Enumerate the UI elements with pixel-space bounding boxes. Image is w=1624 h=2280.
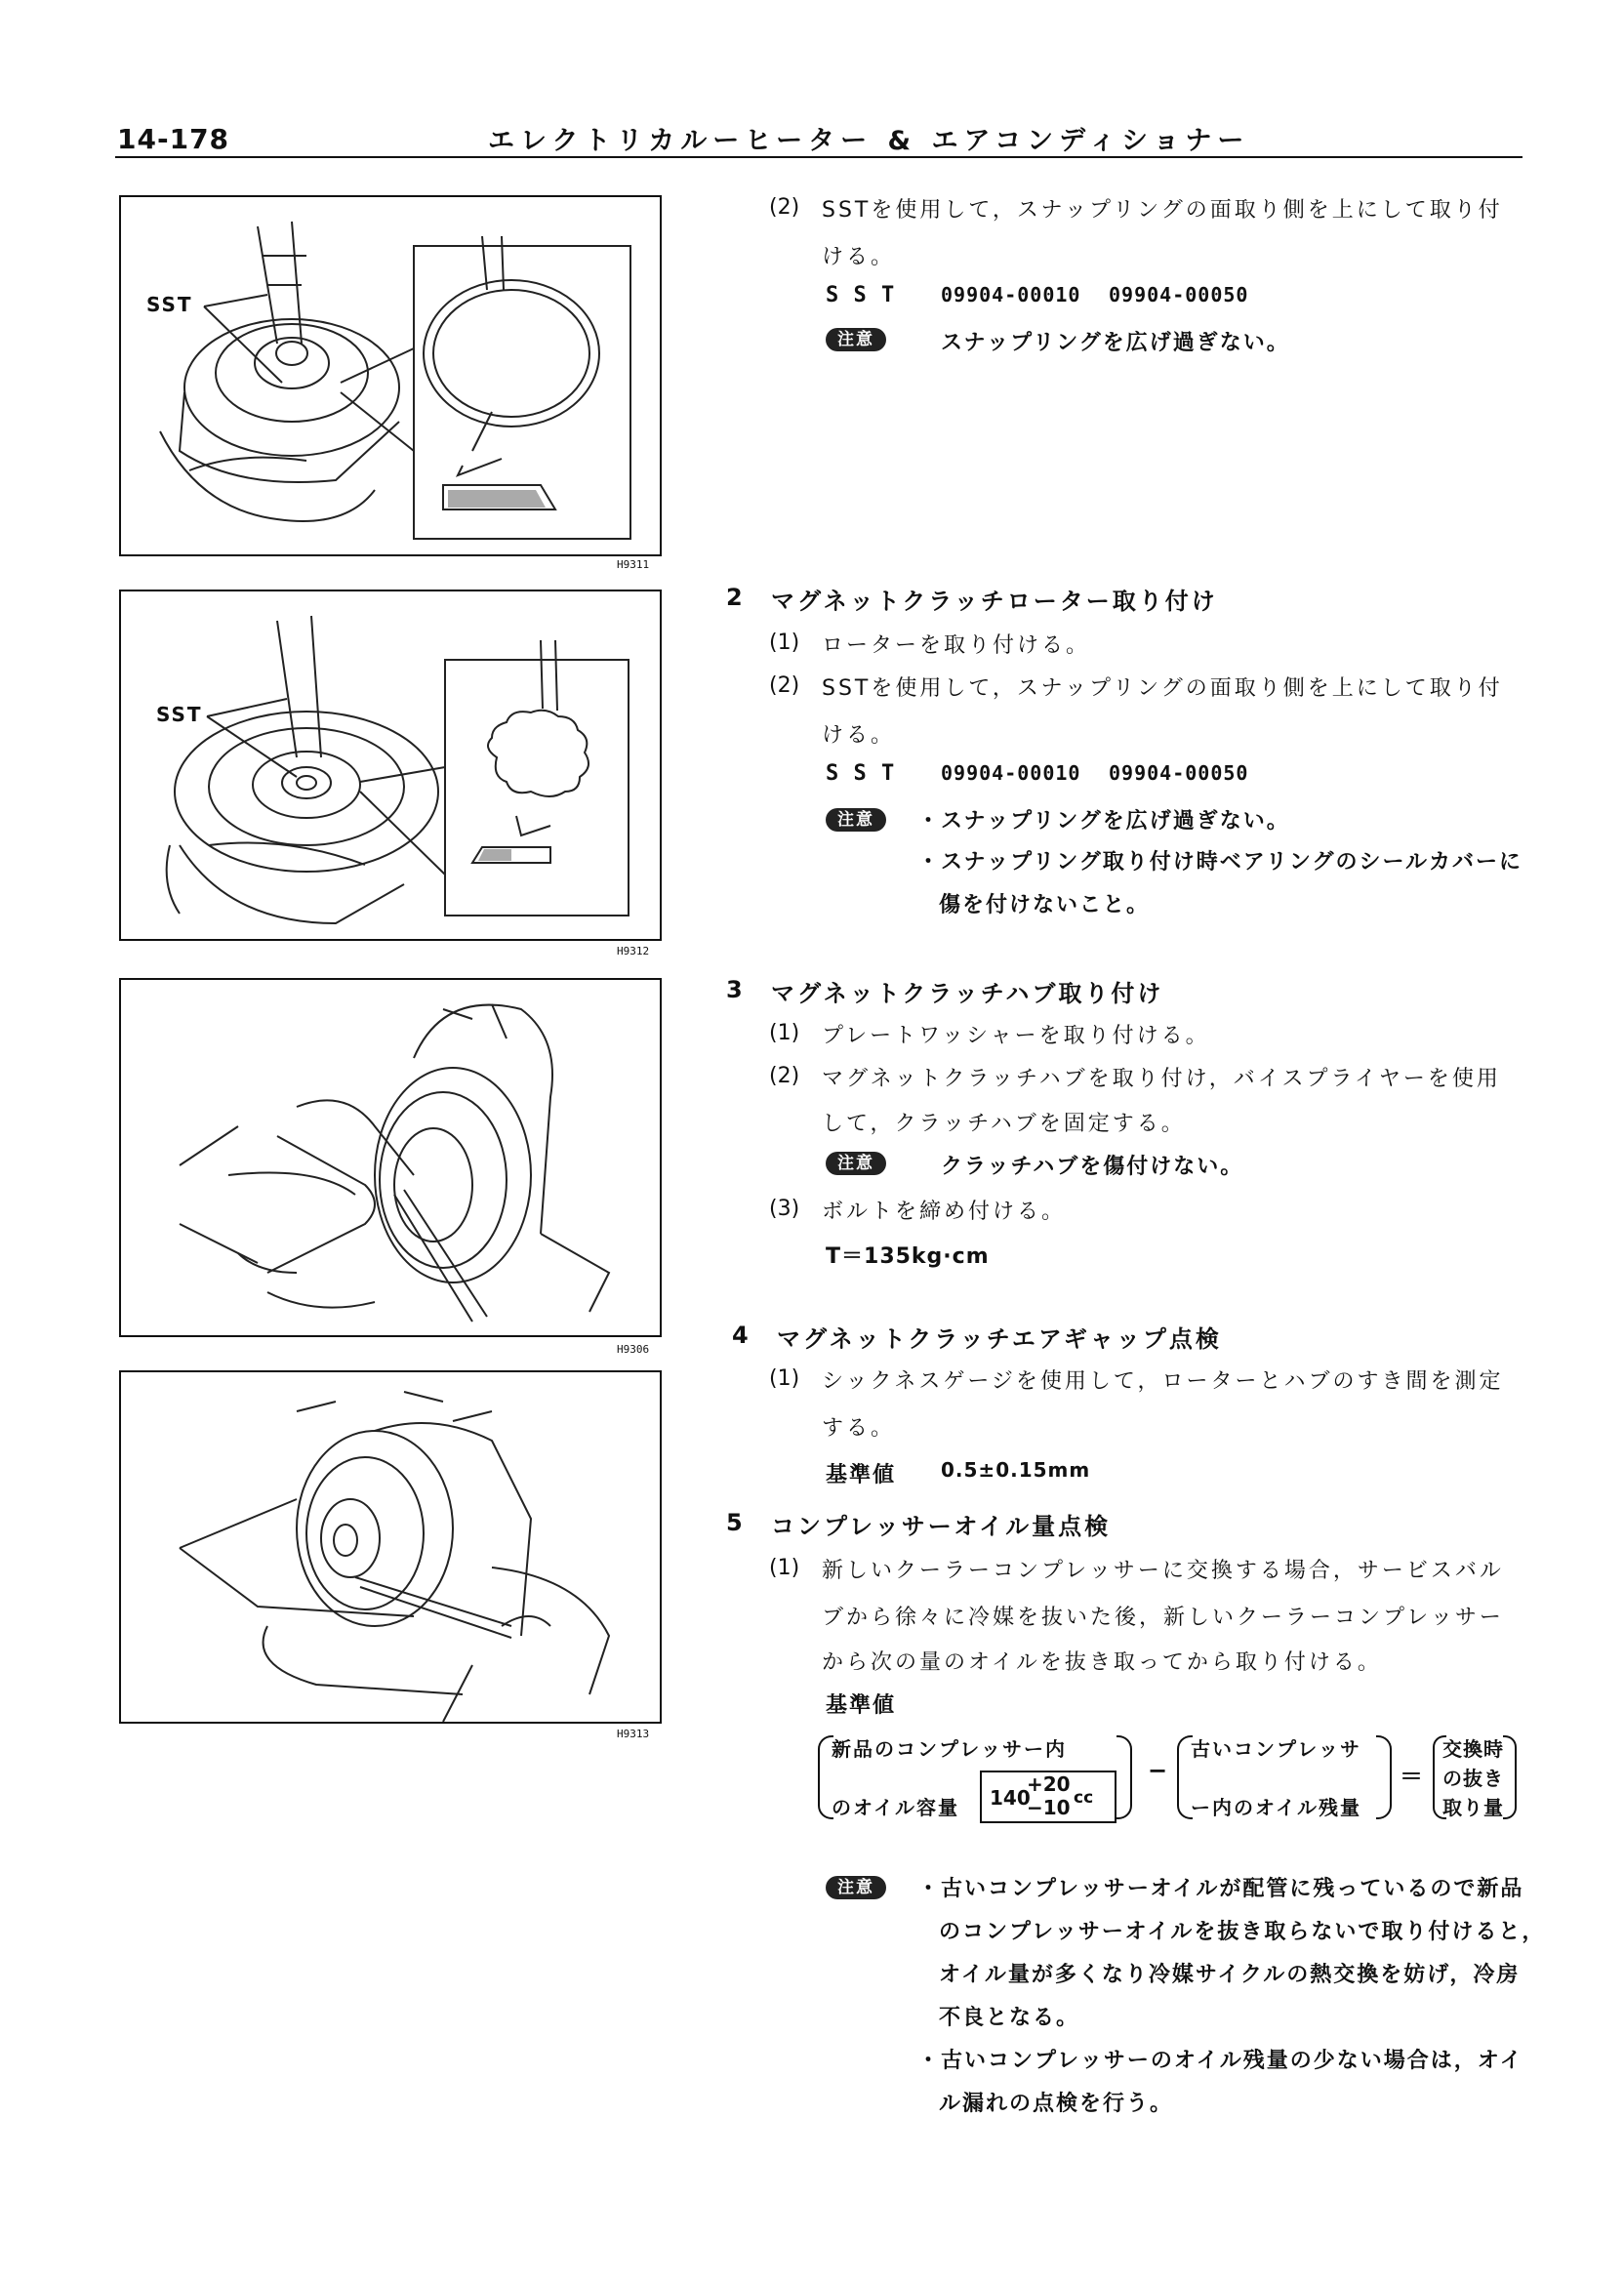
- standard-label: 基準値: [826, 1463, 897, 1487]
- capacity-tolerance-plus: +20: [1027, 1772, 1071, 1796]
- caution-text: のコンプレッサーオイルを抜き取らないで取り付けると，: [939, 1920, 1546, 1944]
- figure-code: H9306: [617, 1343, 650, 1356]
- section-title: マグネットクラッチローター取り付け: [771, 588, 1218, 615]
- step-number: (2): [769, 195, 800, 220]
- step-number: (2): [769, 673, 800, 698]
- figure-label-sst: SST: [156, 703, 203, 726]
- sst-number: 09904-00010: [941, 761, 1081, 785]
- caution-text: クラッチハブを傷付けない。: [941, 1155, 1244, 1179]
- step-number: (3): [769, 1197, 800, 1221]
- caution-badge: 注意: [826, 328, 886, 351]
- formula-minus: −: [1148, 1757, 1170, 1784]
- caution-text: 不良となる。: [939, 2006, 1080, 2030]
- figure-air-gap-check: [119, 1370, 662, 1724]
- formula-c-line1: 交換時: [1442, 1737, 1504, 1761]
- caution-text: ル漏れの点検を行う。: [939, 2092, 1174, 2116]
- capacity-value: 140: [990, 1786, 1031, 1810]
- step-text: 新しいクーラーコンプレッサーに交換する場合，サービスバル: [822, 1559, 1504, 1583]
- step-text: ローターを取り付ける。: [822, 633, 1091, 658]
- brace-right-b: [1376, 1735, 1392, 1819]
- caution-text: 傷を付けないこと。: [939, 893, 1151, 917]
- figure-code: H9313: [617, 1728, 650, 1740]
- caution-text: ・スナップリングを広げ過ぎない。: [917, 809, 1290, 834]
- step-text: シックネスゲージを使用して，ローターとハブのすき間を測定: [822, 1369, 1504, 1394]
- step-text: プレートワッシャーを取り付ける。: [822, 1024, 1210, 1048]
- figure-rotor-install: [119, 590, 662, 941]
- thickness-gauge-illustration: [121, 1372, 660, 1722]
- step-text: SSTを使用して，スナップリングの面取り側を上にして取り付: [822, 198, 1503, 223]
- standard-label: 基準値: [826, 1693, 897, 1718]
- figure-label-sst: SST: [146, 293, 193, 316]
- caution-text: ・古いコンプレッサーオイルが配管に残っているので新品: [917, 1877, 1524, 1901]
- formula-equals: ＝: [1400, 1763, 1425, 1790]
- step-text: SSTを使用して，スナップリングの面取り側を上にして取り付: [822, 676, 1503, 701]
- rotor-snap-ring-illustration: [121, 591, 660, 939]
- figure-snap-ring-install: [119, 195, 662, 556]
- caution-text: スナップリングを広げ過ぎない。: [941, 331, 1290, 355]
- caution-text: ・古いコンプレッサーのオイル残量の少ない場合は，オイ: [917, 2049, 1523, 2073]
- section-number: 5: [726, 1509, 746, 1536]
- brace-right-c: [1503, 1735, 1517, 1819]
- step-text: から次の量のオイルを抜き取ってから取り付ける。: [822, 1650, 1382, 1675]
- formula-a-line2: のオイル容量: [832, 1796, 959, 1819]
- step-text: する。: [822, 1416, 896, 1441]
- formula-c-line3: 取り量: [1442, 1796, 1504, 1819]
- capacity-unit: cc: [1074, 1788, 1094, 1808]
- formula-a-line1: 新品のコンプレッサー内: [832, 1737, 1067, 1761]
- step-number: (2): [769, 1064, 800, 1088]
- step-text: ブから徐々に冷媒を抜いた後，新しいクーラーコンプレッサー: [822, 1606, 1504, 1630]
- step-text: して，クラッチハブを固定する。: [822, 1112, 1186, 1136]
- step-text: マグネットクラッチハブを取り付け，バイスプライヤーを使用: [822, 1067, 1501, 1091]
- section-number: 3: [726, 976, 746, 1003]
- header-rule: [115, 156, 1522, 158]
- caution-badge: 注意: [826, 808, 886, 832]
- step-number: (1): [769, 1366, 800, 1391]
- section-title: マグネットクラッチハブ取り付け: [771, 980, 1164, 1007]
- caution-badge: 注意: [826, 1152, 886, 1175]
- caution-text: ・スナップリング取り付け時ベアリングのシールカバーに: [917, 850, 1523, 875]
- step-number: (1): [769, 631, 800, 655]
- snap-ring-pliers-illustration: [121, 197, 660, 554]
- vise-pliers-hub-illustration: [121, 980, 660, 1335]
- sst-number: 09904-00010: [941, 283, 1081, 306]
- sst-number: 09904-00050: [1109, 761, 1249, 785]
- torque-value: T＝135kg·cm: [826, 1244, 990, 1269]
- figure-code: H9312: [617, 945, 650, 957]
- caution-badge: 注意: [826, 1876, 886, 1899]
- step-text: ボルトを締め付ける。: [822, 1200, 1067, 1224]
- step-number: (1): [769, 1556, 800, 1580]
- figure-code: H9311: [617, 558, 650, 571]
- page-title: エレクトリカルーヒーター & エアコンディショナー: [488, 126, 1250, 156]
- formula-b-line2: ー内のオイル残量: [1191, 1796, 1361, 1819]
- step-text: ける。: [822, 245, 896, 269]
- section-number: 2: [726, 584, 746, 611]
- sst-number: 09904-00050: [1109, 283, 1249, 306]
- formula-b-line1: 古いコンプレッサ: [1191, 1737, 1361, 1761]
- sst-label: S S T: [826, 761, 896, 786]
- section-title: マグネットクラッチエアギャップ点検: [777, 1325, 1222, 1353]
- section-number: 4: [732, 1322, 751, 1349]
- step-text: ける。: [822, 723, 896, 748]
- formula-c-line2: の抜き: [1442, 1767, 1504, 1790]
- capacity-tolerance-minus: −10: [1027, 1796, 1071, 1819]
- step-number: (1): [769, 1021, 800, 1045]
- standard-value: 0.5±0.15mm: [941, 1458, 1091, 1482]
- sst-label: S S T: [826, 283, 896, 307]
- page-number: 14-178: [117, 123, 230, 155]
- figure-clutch-hub-install: [119, 978, 662, 1337]
- brace-right-a: [1116, 1735, 1132, 1819]
- section-title: コンプレッサーオイル量点検: [771, 1513, 1112, 1540]
- caution-text: オイル量が多くなり冷媒サイクルの熱交換を妨げ，冷房: [939, 1963, 1521, 1987]
- capacity-box: [980, 1771, 1116, 1823]
